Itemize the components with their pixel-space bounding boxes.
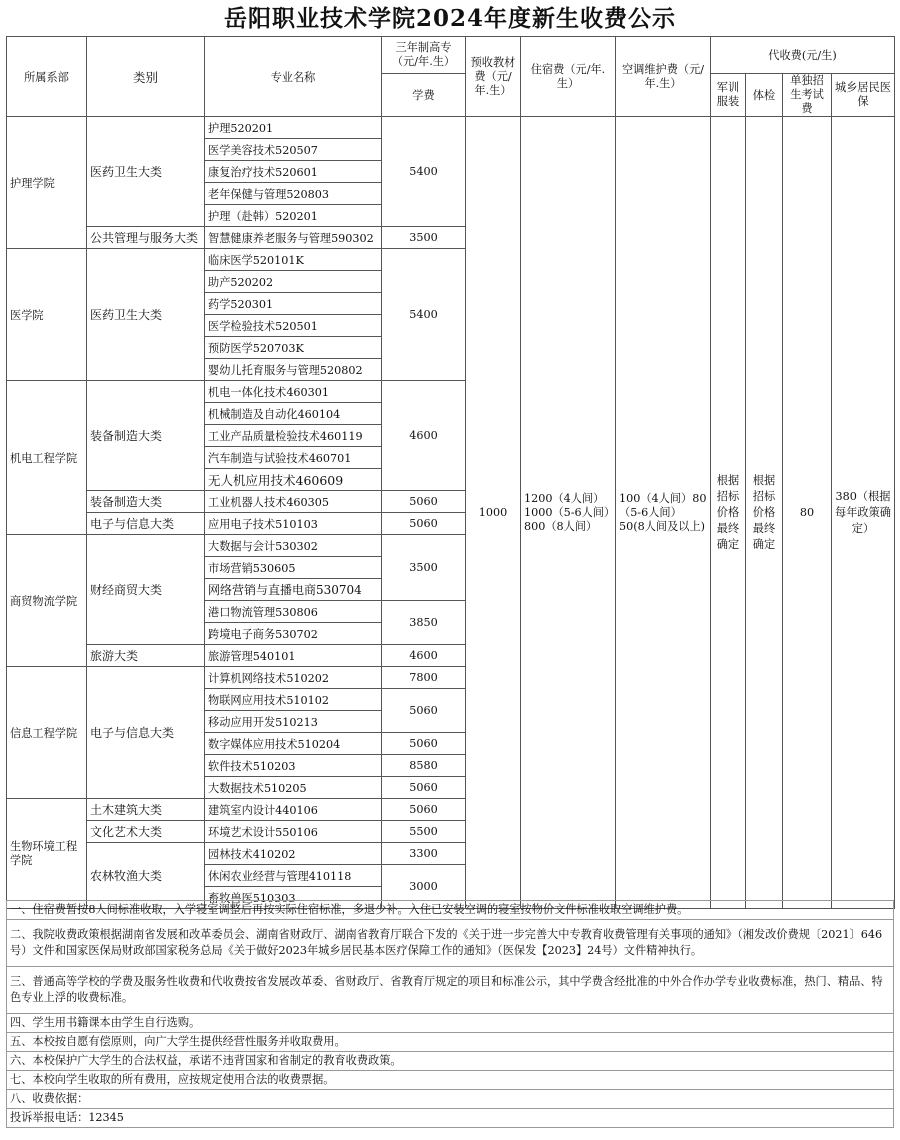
category-cell: 医药卫生大类: [87, 249, 205, 381]
category-cell: 装备制造大类: [87, 491, 205, 513]
major-cell: 工业产品质量检验技术460119: [205, 425, 382, 447]
major-cell: 网络营销与直播电商530704: [205, 579, 382, 601]
major-cell: 物联网应用技术510102: [205, 689, 382, 711]
major-cell: 旅游管理540101: [205, 645, 382, 667]
note-row: 四、学生用书籍课本由学生自行选购。: [7, 1014, 894, 1033]
category-cell: 电子与信息大类: [87, 667, 205, 799]
tuition-cell: 5060: [382, 799, 466, 821]
tuition-cell: 3500: [382, 227, 466, 249]
note-row: 二、我院收费政策根据湖南省发展和改革委员会、湖南省财政厅、湖南省教育厅联合下发的《关于进一步完善大中专教育收费管理有关事项的通知》（湘发改价费规〔2021〕646号）文件和国家医保局财政部国家税务总局《关于做好2023年城乡居民基本医疗保障工作的通知》（医保发【2023】24号）文件精神执行。: [7, 920, 894, 967]
major-cell: 智慧健康养老服务与管理590302: [205, 227, 382, 249]
dept-cell: 生物环境工程学院: [7, 799, 87, 909]
tuition-cell: 5400: [382, 249, 466, 381]
major-cell: 园林技术410202: [205, 843, 382, 865]
fee-table: [6, 36, 895, 909]
note-row: 五、本校按自愿有偿原则，向广大学生提供经营性服务并收取费用。: [7, 1033, 894, 1052]
uniform-cell: 根据招标价格最终确定: [711, 117, 746, 909]
category-cell: 旅游大类: [87, 645, 205, 667]
major-cell: 应用电子技术510103: [205, 513, 382, 535]
header-tuition: 学费: [382, 74, 466, 117]
tuition-cell: 5060: [382, 513, 466, 535]
tuition-cell: 5060: [382, 777, 466, 799]
category-cell: 电子与信息大类: [87, 513, 205, 535]
header-category: 类别: [87, 37, 205, 117]
header-dorm: 住宿费（元/年.生）: [521, 37, 616, 117]
tuition-cell: 5400: [382, 117, 466, 227]
ac-cell: 100（4人间）80（5-6人间）50(8人间及以上): [616, 117, 711, 909]
note-row: 一、住宿费暂按8人间标准收取，入学寝室调整后再按实际住宿标准，多退少补。入住已安装空调的寝室按物价文件标准收取空调维护费。: [7, 901, 894, 920]
dept-cell: 医学院: [7, 249, 87, 381]
dept-cell: 机电工程学院: [7, 381, 87, 535]
major-cell: 港口物流管理530806: [205, 601, 382, 623]
major-cell: 跨境电子商务530702: [205, 623, 382, 645]
tuition-cell: 3300: [382, 843, 466, 865]
major-cell: 休闲农业经营与管理410118: [205, 865, 382, 887]
note-row: 七、本校向学生收取的所有费用，应按规定使用合法的收费票据。: [7, 1071, 894, 1090]
header-uniform: 军训服装: [711, 74, 746, 117]
major-cell: 助产520202: [205, 271, 382, 293]
page-title: 岳阳职业技术学院2024年度新生收费公示: [223, 5, 676, 32]
tuition-cell: 5060: [382, 689, 466, 733]
tuition-cell: 7800: [382, 667, 466, 689]
tuition-cell: 3850: [382, 601, 466, 645]
major-cell: 医学美容技术520507: [205, 139, 382, 161]
header-ac: 空调维护费（元/年.生）: [616, 37, 711, 117]
tuition-cell: 4600: [382, 381, 466, 491]
dept-cell: 商贸物流学院: [7, 535, 87, 667]
major-cell: 汽车制造与试验技术460701: [205, 447, 382, 469]
category-cell: 农林牧渔大类: [87, 843, 205, 909]
major-cell: 大数据与会计530302: [205, 535, 382, 557]
exam-fee-cell: 80: [783, 117, 832, 909]
major-cell: 康复治疗技术520601: [205, 161, 382, 183]
header-tuition-group: 三年制高专（元/年.生）: [382, 37, 466, 74]
tuition-cell: 3000: [382, 865, 466, 909]
major-cell: 护理520201: [205, 117, 382, 139]
major-cell: 计算机网络技术510202: [205, 667, 382, 689]
major-cell: 市场营销530605: [205, 557, 382, 579]
major-cell: 大数据技术510205: [205, 777, 382, 799]
dept-cell: 信息工程学院: [7, 667, 87, 799]
tuition-cell: 4600: [382, 645, 466, 667]
major-cell: 工业机器人技术460305: [205, 491, 382, 513]
notes-table: [6, 900, 894, 1128]
header-major: 专业名称: [205, 37, 382, 117]
tuition-cell: 5060: [382, 491, 466, 513]
major-cell: 移动应用开发510213: [205, 711, 382, 733]
major-cell: 机电一体化技术460301: [205, 381, 382, 403]
header-agency: 代收费(元/生): [711, 37, 895, 74]
major-cell: 药学520301: [205, 293, 382, 315]
tuition-cell: 8580: [382, 755, 466, 777]
category-cell: 文化艺术大类: [87, 821, 205, 843]
category-cell: 医药卫生大类: [87, 117, 205, 227]
major-cell: 医学检验技术520501: [205, 315, 382, 337]
dorm-cell: 1200（4人间）1000（5-6人间）800（8人间）: [521, 117, 616, 909]
header-insurance: 城乡居民医保: [832, 74, 895, 117]
header-exam: 单独招生考试费: [783, 74, 832, 117]
category-cell: 装备制造大类: [87, 381, 205, 491]
major-cell: 预防医学520703K: [205, 337, 382, 359]
major-cell: 数字媒体应用技术510204: [205, 733, 382, 755]
tuition-cell: 3500: [382, 535, 466, 601]
note-row: 八、收费依据：: [7, 1090, 894, 1109]
textbook-cell: 1000: [466, 117, 521, 909]
major-cell: 临床医学520101K: [205, 249, 382, 271]
complaint-phone: 投诉举报电话：12345: [7, 1109, 894, 1128]
major-cell: 婴幼儿托育服务与管理520802: [205, 359, 382, 381]
tuition-cell: 5500: [382, 821, 466, 843]
category-cell: 公共管理与服务大类: [87, 227, 205, 249]
major-cell: 环境艺术设计550106: [205, 821, 382, 843]
major-cell: 无人机应用技术460609: [205, 469, 382, 491]
tuition-cell: 5060: [382, 733, 466, 755]
header-physical: 体检: [746, 74, 783, 117]
major-cell: 软件技术510203: [205, 755, 382, 777]
major-cell: 建筑室内设计440106: [205, 799, 382, 821]
major-cell: 畜牧兽医510303: [205, 887, 382, 909]
category-cell: 土木建筑大类: [87, 799, 205, 821]
note-row: 六、本校保护广大学生的合法权益，承诺不违背国家和省制定的教育收费政策。: [7, 1052, 894, 1071]
note-row: 三、普通高等学校的学费及服务性收费和代收费按省发展改革委、省财政厅、省教育厅规定的项目和标准公示，其中学费含经批准的中外合作办学专业收费标准，热门、精品、特色专业上浮的收费标准。: [7, 967, 894, 1014]
major-cell: 机械制造及自动化460104: [205, 403, 382, 425]
insurance-cell: 380（根据每年政策确定）: [832, 117, 895, 909]
header-dept: 所属系部: [7, 37, 87, 117]
category-cell: 财经商贸大类: [87, 535, 205, 645]
major-cell: 护理（赴韩）520201: [205, 205, 382, 227]
dept-cell: 护理学院: [7, 117, 87, 249]
major-cell: 老年保健与管理520803: [205, 183, 382, 205]
physical-cell: 根据招标价格最终确定: [746, 117, 783, 909]
header-textbook: 预收教材费（元/年.生）: [466, 37, 521, 117]
